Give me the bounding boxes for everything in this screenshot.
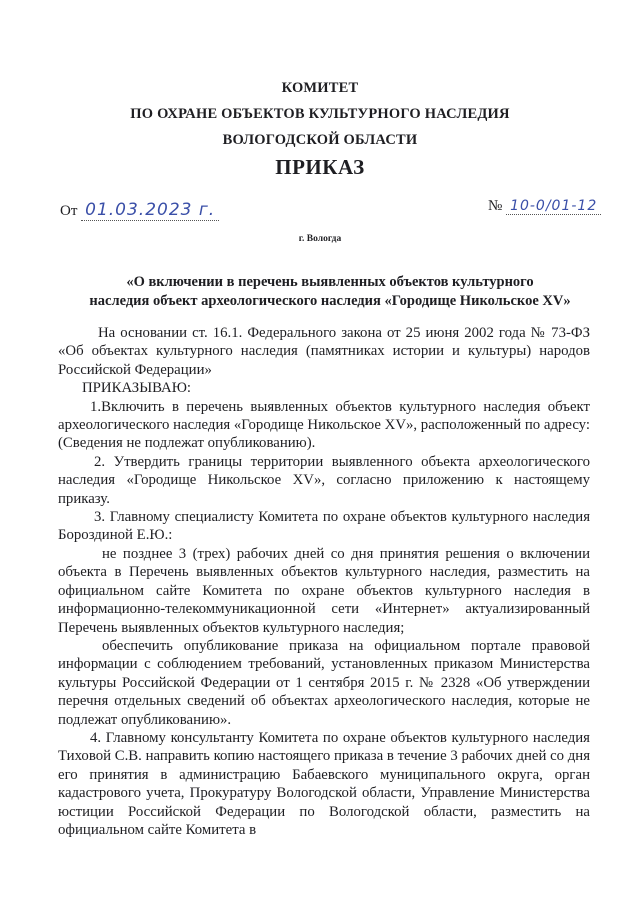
clause-2: 2. Утвердить границы территории выявленного объекта археологического наследия «Городище Никольское XV», согласно приложению к настоящему приказу. [58,453,590,507]
region-title: ВОЛОГОДСКОЙ ОБЛАСТИ [222,132,418,148]
date-value: 01.03.2023 г. [81,200,219,221]
number-label: № [488,198,503,214]
legal-basis-paragraph: На основании ст. 16.1. Федерального закона от 25 июня 2002 года № 73-ФЗ «Об объектах культурного наследия (памятниках истории и культуры) народов Российской Федерации» [58,325,590,378]
city-label: г. Вологда [298,234,342,244]
number-value: 10-0/01-12 [506,198,601,215]
document-type: ПРИКАЗ [275,155,365,179]
clause-3-item-1: не позднее 3 (трех) рабочих дней со дня принятия решения о включении объекта в Перечень выявленных объектов культурного наследия, разместить на официальном сайте Комитета по охране объектов культурного наследия в информационно-телекоммуникационной сети «Интернет» актуализированный Перечень выявленных объектов культурного наследия; [58,545,590,636]
subject-line-2: наследия объект археологического наследия «Городище Никольское XV» [89,293,571,309]
document-body [58,324,590,839]
committee-title: КОМИТЕТ [281,80,359,96]
committee-subtitle: ПО ОХРАНЕ ОБЪЕКТОВ КУЛЬТУРНОГО НАСЛЕДИЯ [130,106,510,122]
order-keyword: ПРИКАЗЫВАЮ: [82,380,192,397]
clause-3: 3. Главному специалисту Комитета по охране объектов культурного наследия Бороздиной Е.Ю.: [58,509,590,544]
order-subject [60,273,600,311]
clause-4: 4. Главному консультанту Комитета по охране объектов культурного наследия Тиховой С.В. направить копию настоящего приказа в течение 3 рабочих дней со дня его принятия в администрацию Бабаевского муниципального округа, орган кадастрового учета, Прокуратуру Вологодской области, Управление Министерства юстиции Российской Федерации по Вологодской области, разместить на официальном сайте Комитета в [58,729,590,838]
clause-3-item-2: обеспечить опубликование приказа на официальном портале правовой информации с соблюдением требований, установленных приказом Министерства культуры Российской Федерации от 1 сентября 2015 г. № 2328 «Об утверждении перечня отдельных сведений об объектах археологического наследия, которые не подлежат опубликованию». [58,637,590,728]
date-label: От [60,203,78,219]
number-block [488,198,601,215]
subject-line-1: «О включении в перечень выявленных объектов культурного [126,274,534,290]
date-block [60,200,219,221]
clause-1: 1.Включить в перечень выявленных объектов культурного наследия объект археологического наследия «Городище Никольское XV», расположенный по адресу: (Сведения не подлежат опубликованию). [58,398,591,452]
